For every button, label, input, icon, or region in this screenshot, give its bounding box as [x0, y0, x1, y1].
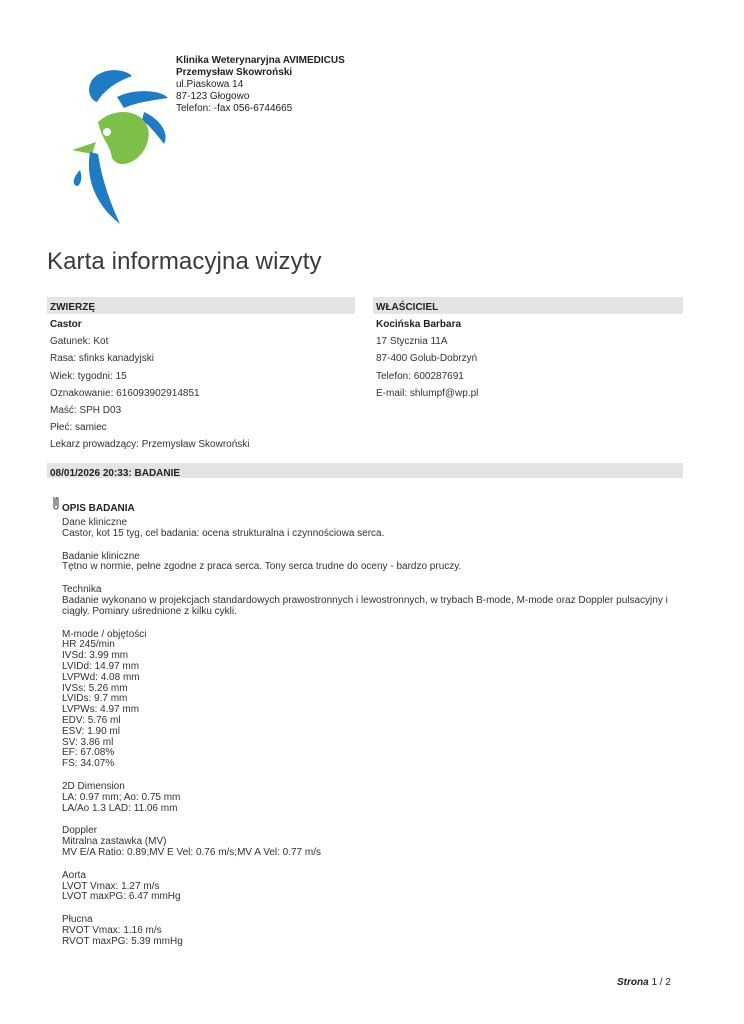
- owner-city: 87-400 Golub-Dobrzyń: [376, 353, 478, 365]
- animal-id: Oznakowanie: 616093902914851: [50, 387, 200, 399]
- clinic-phone: Telefon: -fax 056-6744665: [176, 103, 293, 114]
- exam-block-heading: Dane kliniczne: [62, 517, 128, 528]
- exam-block: [62, 518, 668, 540]
- clinic-name: Klinika Weterynaryjna AVIMEDICUS: [176, 55, 345, 66]
- exam-block: [62, 915, 668, 947]
- exam-block-line: RVOT maxPG: 5.39 mmHg: [62, 935, 183, 947]
- exam-block-line: LA/Ao 1.3 LAD: 11.06 mm: [62, 802, 178, 814]
- paperclip-icon: [51, 495, 61, 511]
- page-label: Strona: [617, 977, 649, 988]
- animal-header: [47, 297, 355, 314]
- exam-block-line: LVOT maxPG: 6.47 mmHg: [62, 891, 181, 903]
- exam-description-title: OPIS BADANIA: [62, 503, 135, 514]
- exam-block-line: ESV: 1.90 ml: [62, 725, 120, 737]
- exam-block-line: HR 245/min: [62, 639, 115, 651]
- clinic-info: [176, 55, 345, 115]
- exam-block-heading: M-mode / objętości: [62, 628, 147, 640]
- page-number: 1 / 2: [651, 977, 671, 988]
- exam-block: [62, 585, 668, 617]
- animal-breed: Rasa: sfinks kanadyjski: [50, 353, 154, 365]
- exam-block-line: ciągły. Pomiary uśrednione z kilku cykli.: [62, 605, 237, 617]
- owner-header-label: WŁAŚCICIEL: [376, 302, 439, 313]
- exam-block-line: LVIDs: 9.7 mm: [62, 693, 128, 705]
- exam-header: [47, 463, 683, 478]
- animal-age: Wiek: tygodni: 15: [50, 370, 127, 382]
- animal-details: [50, 316, 250, 454]
- exam-block-line: IVSd: 3.99 mm: [62, 650, 129, 662]
- exam-block-line: Mitralna zastawka (MV): [62, 836, 167, 848]
- animal-header-label: ZWIERZĘ: [50, 302, 95, 313]
- exam-block-line: MV E/A Ratio: 0.89;MV E Vel: 0.76 m/s;MV A Vel: 0.77 m/s: [62, 846, 322, 858]
- animal-vet: Lekarz prowadzący: Przemysław Skowroński: [50, 439, 250, 451]
- page-footer: [617, 977, 671, 988]
- clinic-logo: [62, 62, 174, 232]
- exam-block-line: SV: 3.86 ml: [62, 736, 114, 748]
- clinic-doctor: Przemysław Skowroński: [176, 67, 293, 78]
- exam-block-heading: 2D Dimension: [62, 780, 125, 792]
- exam-block-line: EDV: 5.76 ml: [62, 714, 121, 726]
- exam-block-line: LVIDd: 14.97 mm: [62, 660, 140, 672]
- exam-block: [62, 630, 668, 770]
- animal-sex: Płeć: samiec: [50, 422, 107, 434]
- exam-block-line: Castor, kot 15 tyg, cel badania: ocena strukturalna i czynnościowa serca.: [62, 527, 385, 539]
- exam-block-line: LVOT Vmax: 1.27 m/s: [62, 880, 160, 892]
- exam-block-line: LVPWd: 4.08 mm: [62, 671, 140, 683]
- exam-block: [62, 871, 668, 903]
- exam-block: [62, 782, 668, 814]
- owner-header: [373, 297, 683, 314]
- exam-block-line: IVSs: 5.26 mm: [62, 682, 128, 694]
- clinic-city: 87-123 Głogowo: [176, 91, 250, 102]
- owner-email: E-mail: shlumpf@wp.pl: [376, 387, 479, 399]
- exam-block: [62, 826, 668, 858]
- clinic-street: ul.Piaskowa 14: [176, 79, 244, 90]
- owner-details: [376, 316, 478, 402]
- exam-block-line: LA: 0.97 mm; Ao: 0.75 mm: [62, 791, 181, 803]
- exam-block-line: EF: 67.08%: [62, 747, 115, 759]
- exam-block-line: LVPWs: 4.97 mm: [62, 704, 140, 716]
- exam-block: [62, 552, 668, 574]
- exam-block-line: RVOT Vmax: 1.16 m/s: [62, 924, 162, 936]
- owner-street: 17 Stycznia 11A: [376, 336, 448, 348]
- exam-block-heading: Technika: [62, 584, 102, 596]
- exam-block-heading: Doppler: [62, 825, 98, 837]
- exam-block-heading: Aorta: [62, 869, 86, 881]
- exam-block-heading: Płucna: [62, 914, 93, 926]
- animal-species: Gatunek: Kot: [50, 336, 109, 348]
- exam-block-line: Tętno w normie, pełne zgodne z praca serca. Tony serca trudne do oceny - bardzo pruczy.: [62, 561, 462, 573]
- exam-header-label: 08/01/2026 20:33: BADANIE: [50, 468, 181, 479]
- exam-block-heading: Badanie kliniczne: [62, 550, 140, 562]
- exam-description: [62, 518, 668, 960]
- page-title: Karta informacyjna wizyty: [47, 248, 322, 275]
- owner-phone: Telefon: 600287691: [376, 370, 464, 382]
- exam-block-line: Badanie wykonano w projekcjach standardowych prawostronnych i lewostronnych, w trybach B-mode, M-mode oraz Doppler pulsacyjny i: [62, 594, 668, 606]
- owner-name: Kocińska Barbara: [376, 319, 462, 330]
- animal-color: Maść: SPH D03: [50, 405, 122, 417]
- exam-block-line: FS: 34.07%: [62, 758, 115, 770]
- animal-name: Castor: [50, 319, 82, 330]
